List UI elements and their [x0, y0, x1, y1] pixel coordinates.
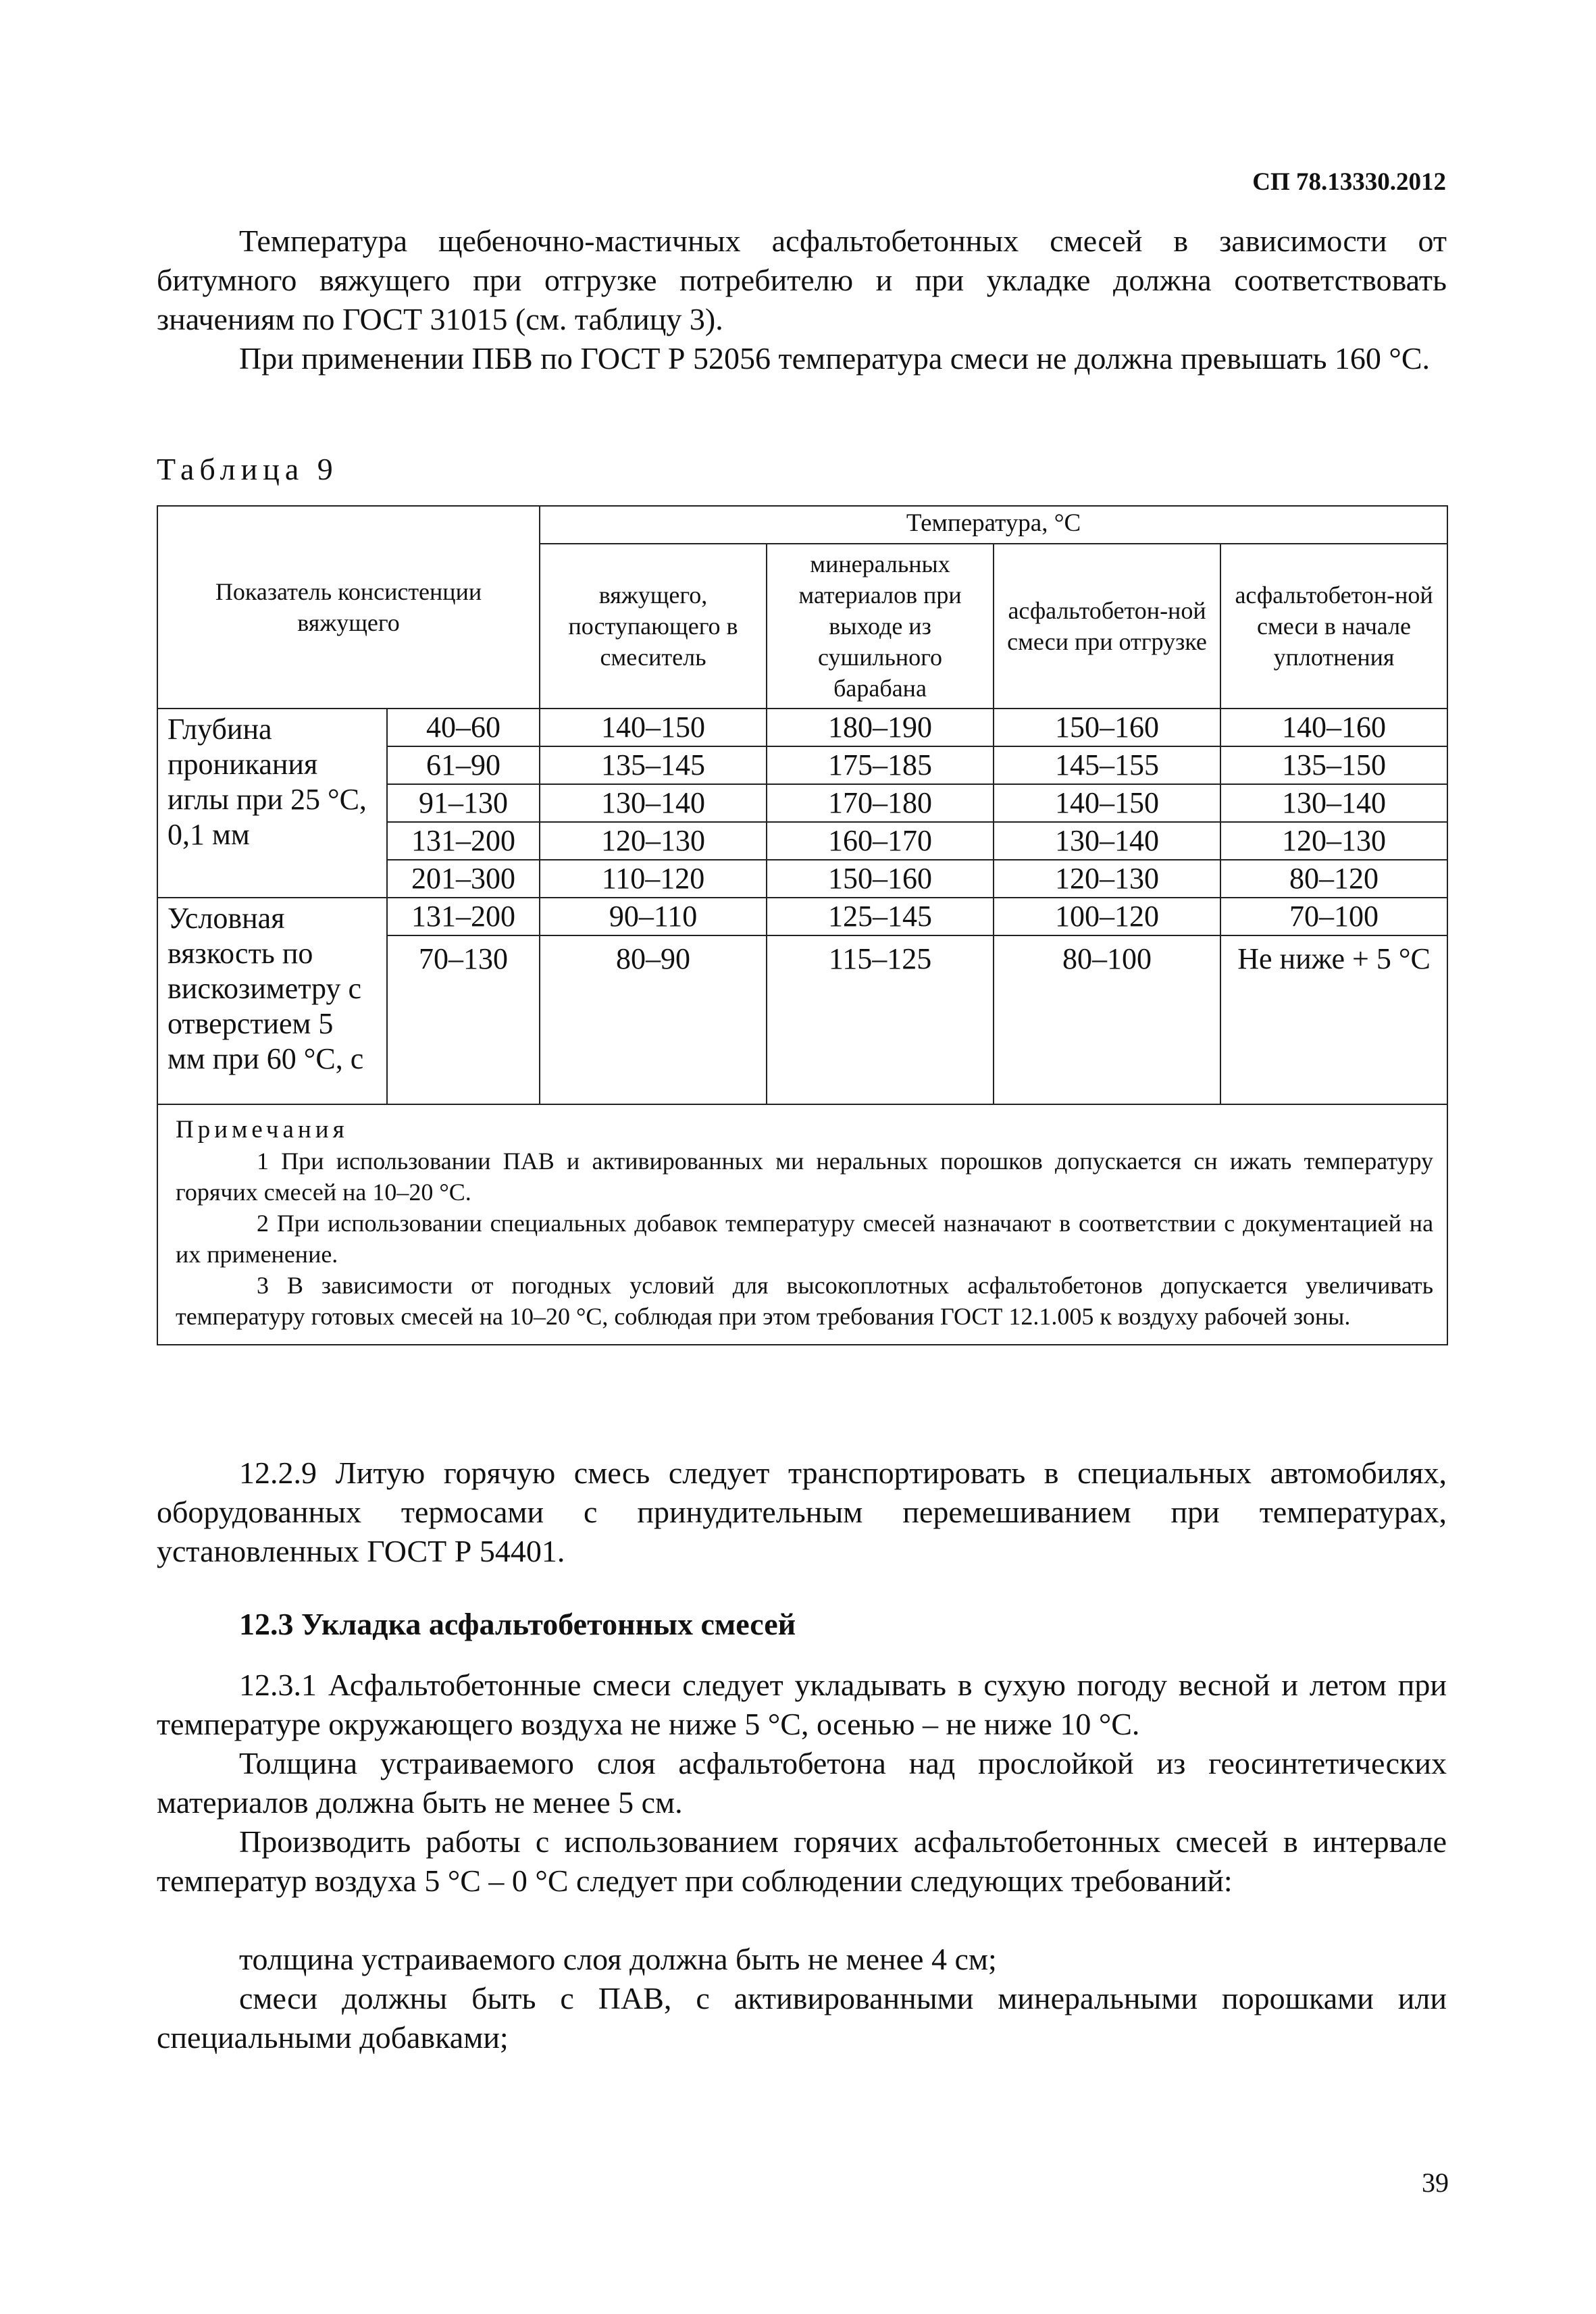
table-cell: 135–145 [540, 746, 767, 784]
list-item: смеси должны быть с ПАВ, с активированными минеральными порошками или специальными добавками; [157, 1981, 1447, 2055]
table-cell: 201–300 [387, 860, 540, 898]
notes-row [157, 1104, 1447, 1345]
table-cell: 40–60 [387, 709, 540, 746]
table-cell: 115–125 [767, 935, 994, 1104]
paragraph: Толщина устраиваемого слоя асфальтобетона над прослойкой из геосинтетических материалов должна быть не менее 5 см. [157, 1746, 1447, 1820]
table-cell: 120–130 [1220, 822, 1447, 860]
paragraph: 12.2.9 Литую горячую смесь следует транспортировать в специальных автомобилях, оборудованных термосами с принудительным перемешиванием при температурах, установленных ГОСТ Р 54401. [157, 1456, 1447, 1568]
temperature-header: Температура, °С [540, 506, 1447, 544]
paragraph: 12.3.1 Асфальтобетонные смеси следует укладывать в сухую погоду весной и летом при температуре окружающего воздуха не ниже 5 °С, осенью – не ниже 10 °С. [157, 1668, 1447, 1741]
table-cell: 110–120 [540, 860, 767, 898]
table-cell: 130–140 [994, 822, 1220, 860]
table-cell: 61–90 [387, 746, 540, 784]
table-cell: 130–140 [1220, 784, 1447, 822]
column-header: асфальтобетон-ной смеси при отгрузке [994, 544, 1220, 709]
table-cell: 100–120 [994, 898, 1220, 935]
table-cell: 80–90 [540, 935, 767, 1104]
table-cell: 135–150 [1220, 746, 1447, 784]
table-cell: Не ниже + 5 °С [1220, 935, 1447, 1104]
list-item: толщина устраиваемого слоя должна быть не менее 4 см; [239, 1942, 997, 1976]
section-title: 12.3 Укладка асфальтобетонных смесей [239, 1607, 796, 1641]
table-cell: 145–155 [994, 746, 1220, 784]
table-cell: 160–170 [767, 822, 994, 860]
table-cell: 125–145 [767, 898, 994, 935]
note-item: 3 В зависимости от погодных условий для высокоплотных асфальтобетонов допускается увеличивать температуру готовых смесей на 10–20 °С, соблюдая при этом требования ГОСТ 12.1.005 к воздуху рабочей зоны. [176, 1272, 1434, 1330]
table-cell: 80–120 [1220, 860, 1447, 898]
table-cell: 120–130 [540, 822, 767, 860]
note-item: 2 При использовании специальных добавок температуру смесей назначают в соответствии с документацией на их применение. [176, 1210, 1434, 1268]
table-row [157, 709, 1447, 746]
table-cell: 70–130 [387, 935, 540, 1104]
page-number: 39 [1422, 2167, 1449, 2198]
table-cell: 140–160 [1220, 709, 1447, 746]
table-cell: 150–160 [994, 709, 1220, 746]
table-cell: 131–200 [387, 898, 540, 935]
temperature-table [157, 505, 1448, 1345]
column-header: минеральных материалов при выходе из сушильного барабана [767, 544, 994, 709]
table-notes [157, 1104, 1447, 1345]
table-cell: 80–100 [994, 935, 1220, 1104]
table-cell: 140–150 [540, 709, 767, 746]
table-cell: 150–160 [767, 860, 994, 898]
table-caption: Таблица 9 [157, 452, 338, 486]
table-cell: 70–100 [1220, 898, 1447, 935]
paragraph: Производить работы с использованием горячих асфальтобетонных смесей в интервале температур воздуха 5 °С – 0 °С следует при соблюдении следующих требований: [157, 1824, 1447, 1898]
table-row [157, 898, 1447, 935]
notes-title: Примечания [176, 1116, 349, 1143]
column-header: асфальтобетон-ной смеси в начале уплотнения [1220, 544, 1447, 709]
paragraph: При применении ПБВ по ГОСТ Р 52056 температура смеси не должна превышать 160 °С. [239, 341, 1431, 376]
group-label: Глубина проникания иглы при 25 °С, 0,1 мм [157, 709, 387, 898]
table-cell: 91–130 [387, 784, 540, 822]
table-cell: 131–200 [387, 822, 540, 860]
indicator-header: Показатель консистенции вяжущего [157, 506, 540, 709]
table-cell: 130–140 [540, 784, 767, 822]
group-label: Условная вязкость по вискозиметру с отверстием 5 мм при 60 °С, с [157, 898, 387, 1104]
document-code: СП 78.13330.2012 [1252, 168, 1446, 196]
table-cell: 180–190 [767, 709, 994, 746]
table-cell: 90–110 [540, 898, 767, 935]
table-cell: 120–130 [994, 860, 1220, 898]
table-cell: 140–150 [994, 784, 1220, 822]
table-cell: 175–185 [767, 746, 994, 784]
column-header: вяжущего, поступающего в смеситель [540, 544, 767, 709]
table-header-row [157, 506, 1447, 544]
note-item: 1 При использовании ПАВ и активированных ми неральных порошков допускается сн ижать температуру горячих смесей на 10–20 °С. [176, 1148, 1434, 1206]
table-cell: 170–180 [767, 784, 994, 822]
paragraph: Температура щебеночно-мастичных асфальтобетонных смесей в зависимости от битумного вяжущего при отгрузке потребителю и при укладке должна соответствовать значениям по ГОСТ 31015 (см. таблицу 3). [157, 224, 1447, 336]
